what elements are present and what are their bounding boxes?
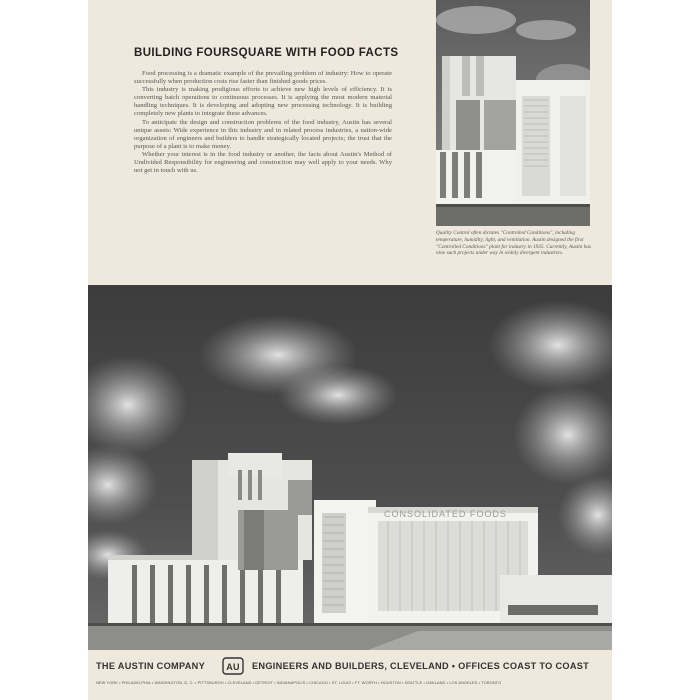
factory-closeup-photo <box>436 0 590 226</box>
building-sign: CONSOLIDATED FOODS <box>384 509 507 519</box>
paragraph-4: Whether your interest is in the food industry or another, the facts about Austin's Method of Undivided Responsibility for engineering and construction may well apply to your needs. Why not get in touch with us. <box>134 150 392 175</box>
austin-logo <box>222 657 244 675</box>
austin-logo-mark <box>222 657 244 675</box>
tagline: ENGINEERS AND BUILDERS, CLEVELAND • OFFICES COAST TO COAST <box>252 661 590 671</box>
advertisement-page <box>88 0 612 700</box>
paragraph-2: This industry is making prodigious efforts to achieve new high levels of efficiency. It is converting batch operations to continuous processes. It is applying the most modern material handling techniques. It is developing and adopting new processing technology. It is building completely new plants to integrate these advances. <box>134 86 392 118</box>
company-name: THE AUSTIN COMPANY <box>96 661 206 671</box>
paragraph-3: To anticipate the design and construction problems of the food industry, Austin has several unique assets: Wide experience in this industry and in related process industries, a nation-wide organization of engineers and builders to handle strategically located projects; the trust that the purpose of a plant is to make money. <box>134 118 392 150</box>
headline: BUILDING FOURSQUARE WITH FOOD FACTS <box>134 47 399 59</box>
footer <box>88 650 612 700</box>
logo-text: AU <box>226 662 240 672</box>
factory-main-photo <box>88 285 612 650</box>
body-text <box>134 70 392 175</box>
paragraph-1: Food processing is a dramatic example of the prevailing problem of industry: How to operate successfully when production costs rise faster than finished goods prices. <box>134 70 392 86</box>
photo-caption: Quality Control often dictates "Controlled Conditions", including temperature, humidity, light, and ventilation. Austin designed the first "Controlled Conditions" plant for industry in 1935. Currently, Austin has nine such projects under way in widely divergent industries. <box>436 230 592 257</box>
office-list: NEW YORK • PHILADELPHIA • WASHINGTON, D. C. • PITTSBURGH • CLEVELAND • DETROIT • INDIANAPOLIS • CHICAGO • ST. LOUIS • FT. WORTH • HOUSTON • SEATTLE • OAKLAND • LOS ANGELES • TORONTO <box>96 680 502 685</box>
factory-closeup-illustration <box>436 0 590 226</box>
factory-illustration <box>88 285 612 650</box>
